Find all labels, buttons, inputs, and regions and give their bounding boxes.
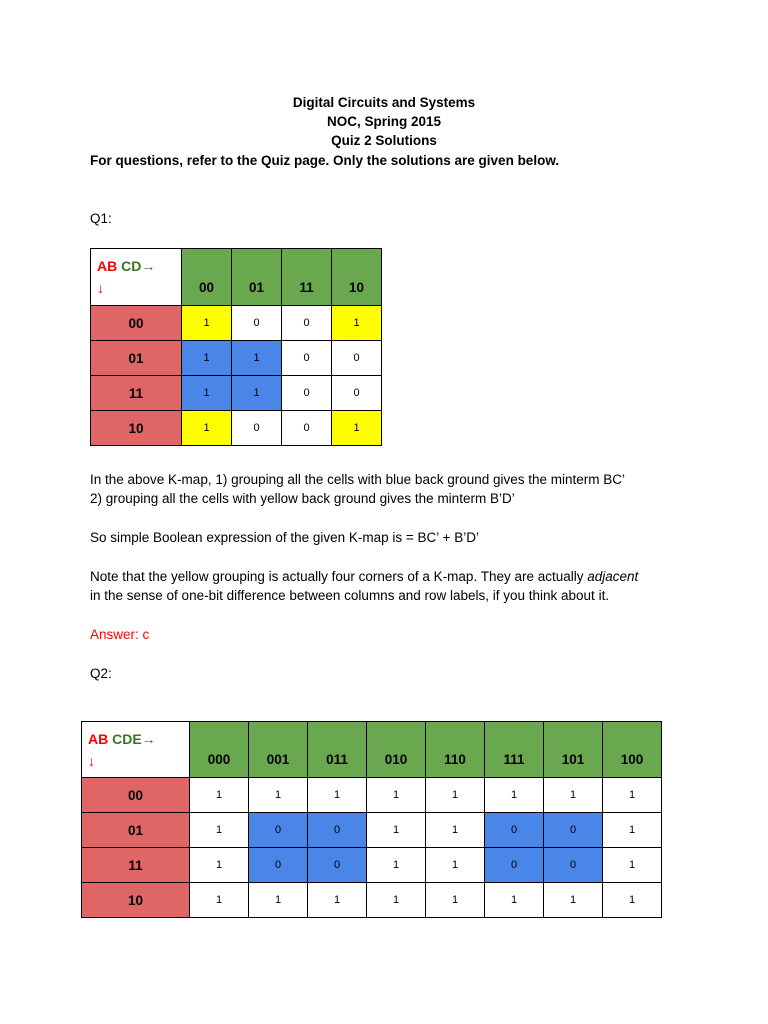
kmap-cell: 1 <box>603 813 662 848</box>
q1-explanation <box>90 470 625 508</box>
kmap-cell: 1 <box>182 306 232 341</box>
kmap-cell: 0 <box>332 341 382 376</box>
kmap-cell: 1 <box>332 306 382 341</box>
kmap-cell: 1 <box>249 778 308 813</box>
kmap-column-header: 111 <box>485 722 544 778</box>
kmap-row <box>91 306 382 341</box>
q1-answer: Answer: c <box>90 627 150 642</box>
kmap-cell: 1 <box>485 883 544 918</box>
kmap-column-variables: CDE→ <box>112 731 156 747</box>
kmap-cell: 1 <box>308 883 367 918</box>
kmap-row-variables: AB <box>88 731 109 747</box>
kmap-column-header: 001 <box>249 722 308 778</box>
kmap-row-header: 10 <box>91 411 182 446</box>
kmap-column-header: 01 <box>232 249 282 306</box>
document-subtitle: NOC, Spring 2015 <box>326 114 442 129</box>
kmap-cell: 0 <box>308 848 367 883</box>
kmap-cell: 1 <box>182 411 232 446</box>
kmap-cell: 1 <box>182 341 232 376</box>
kmap-cell: 1 <box>232 341 282 376</box>
kmap-cell: 1 <box>367 848 426 883</box>
kmap-cell: 1 <box>190 883 249 918</box>
q1-note-line-1 <box>90 567 638 586</box>
kmap-cell: 1 <box>544 778 603 813</box>
down-arrow-icon: ↓ <box>88 753 95 769</box>
document-title: Digital Circuits and Systems <box>292 95 476 110</box>
kmap-row-header: 10 <box>82 883 190 918</box>
kmap-row-header: 00 <box>82 778 190 813</box>
q1-note-line-2: in the sense of one-bit difference between columns and row labels, if you think about it. <box>90 588 610 603</box>
quiz-title: Quiz 2 Solutions <box>331 133 437 148</box>
kmap-cell: 0 <box>282 341 332 376</box>
kmap-corner-label <box>91 249 182 306</box>
kmap-cell: 1 <box>190 848 249 883</box>
kmap-column-header: 000 <box>190 722 249 778</box>
kmap-column-header: 100 <box>603 722 662 778</box>
kmap-cell: 1 <box>308 778 367 813</box>
kmap-column-header: 011 <box>308 722 367 778</box>
kmap-cell: 1 <box>249 883 308 918</box>
kmap-cell: 1 <box>603 778 662 813</box>
kmap-row <box>91 341 382 376</box>
kmap-row <box>82 883 662 918</box>
kmap-cell: 1 <box>367 883 426 918</box>
kmap-row-header: 11 <box>91 376 182 411</box>
kmap-cell: 0 <box>332 376 382 411</box>
kmap-cell: 1 <box>426 848 485 883</box>
kmap-variable-names <box>97 255 181 277</box>
q1-explanation-line-2: 2) grouping all the cells with yellow back ground gives the minterm B’D’ <box>90 491 515 506</box>
q1-note <box>90 567 638 605</box>
kmap-cell: 0 <box>282 306 332 341</box>
kmap-cell: 1 <box>367 813 426 848</box>
q1-label: Q1: <box>90 211 112 226</box>
q2-label: Q2: <box>90 666 112 681</box>
kmap-column-header: 00 <box>182 249 232 306</box>
kmap-row <box>82 848 662 883</box>
kmap-cell: 1 <box>367 778 426 813</box>
q1-expression: So simple Boolean expression of the given K-map is = BC’ + B’D’ <box>90 530 479 545</box>
kmap-row <box>91 376 382 411</box>
kmap-cell: 1 <box>544 883 603 918</box>
kmap-cell: 1 <box>182 376 232 411</box>
q1-kmap-table <box>90 248 382 446</box>
kmap-row <box>82 778 662 813</box>
kmap-cell: 0 <box>232 411 282 446</box>
kmap-cell: 0 <box>308 813 367 848</box>
kmap-cell: 0 <box>544 813 603 848</box>
kmap-row <box>82 813 662 848</box>
kmap-cell: 0 <box>282 376 332 411</box>
kmap-cell: 0 <box>249 813 308 848</box>
kmap-cell: 0 <box>249 848 308 883</box>
kmap-cell: 1 <box>485 778 544 813</box>
kmap-header-row <box>82 722 662 778</box>
kmap-cell: 1 <box>603 848 662 883</box>
kmap-cell: 1 <box>232 376 282 411</box>
kmap-variable-names <box>88 728 189 750</box>
kmap-column-header: 010 <box>367 722 426 778</box>
kmap-column-header: 10 <box>332 249 382 306</box>
kmap-row-header: 00 <box>91 306 182 341</box>
kmap-cell: 1 <box>190 813 249 848</box>
q1-note-text: Note that the yellow grouping is actually four corners of a K-map. They are actually <box>90 569 588 584</box>
kmap-row <box>91 411 382 446</box>
kmap-cell: 1 <box>426 778 485 813</box>
q1-explanation-line-1: In the above K-map, 1) grouping all the cells with blue back ground gives the minterm BC’ <box>90 472 626 487</box>
q1-note-emphasis: adjacent <box>587 569 639 584</box>
kmap-header-row <box>91 249 382 306</box>
kmap-row-header: 11 <box>82 848 190 883</box>
kmap-cell: 0 <box>485 813 544 848</box>
kmap-row-header: 01 <box>82 813 190 848</box>
instructions-note: For questions, refer to the Quiz page. Only the solutions are given below. <box>90 153 560 168</box>
kmap-row-variables: AB <box>97 258 118 274</box>
kmap-column-variables: CD→ <box>121 258 156 274</box>
kmap-cell: 1 <box>190 778 249 813</box>
kmap-cell: 0 <box>282 411 332 446</box>
kmap-cell: 0 <box>544 848 603 883</box>
kmap-column-header: 110 <box>426 722 485 778</box>
kmap-cell: 1 <box>603 883 662 918</box>
kmap-row-header: 01 <box>91 341 182 376</box>
kmap-corner-label <box>82 722 190 778</box>
kmap-cell: 1 <box>332 411 382 446</box>
kmap-cell: 1 <box>426 883 485 918</box>
down-arrow-icon: ↓ <box>97 280 104 296</box>
kmap-cell: 0 <box>232 306 282 341</box>
kmap-cell: 0 <box>485 848 544 883</box>
q2-kmap-table <box>81 721 662 918</box>
kmap-column-header: 11 <box>282 249 332 306</box>
kmap-cell: 1 <box>426 813 485 848</box>
kmap-column-header: 101 <box>544 722 603 778</box>
